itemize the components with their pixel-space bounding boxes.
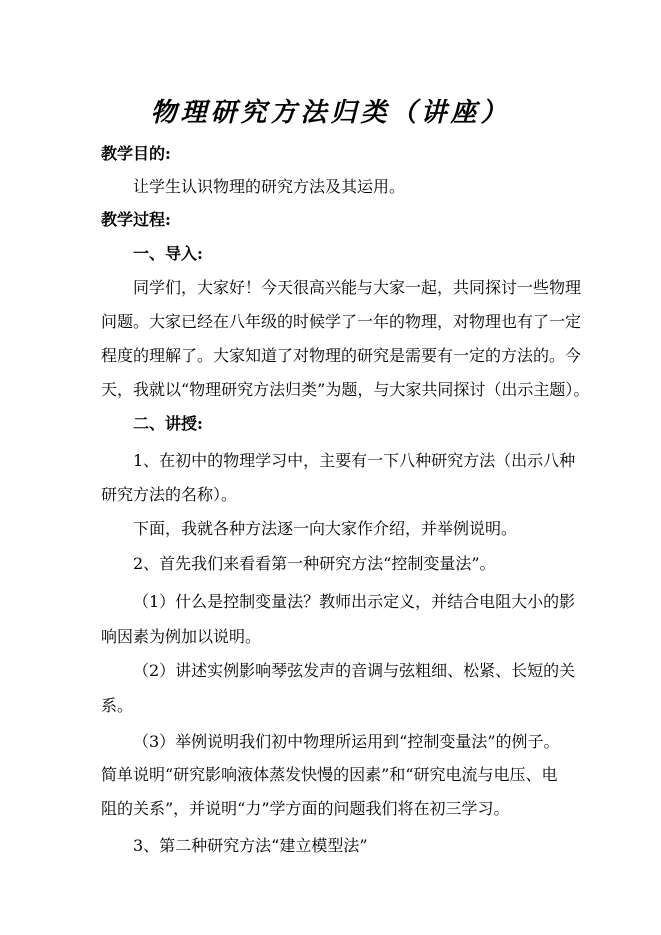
teach-heading: 二、讲授: — [133, 414, 203, 433]
process-heading: 教学过程: — [101, 210, 171, 229]
teach-line: （2）讲述实例影响琴弦发声的音调与弦粗细、松紧、长短的关 — [133, 661, 576, 680]
intro-heading: 一、导入: — [133, 244, 203, 263]
teach-line: 1、在初中的物理学习中，主要有一下八种研究方法（出示八种 — [133, 451, 576, 470]
teach-line: 3、第二种研究方法“建立模型法” — [133, 836, 368, 855]
teach-line: 系。 — [101, 696, 134, 715]
goal-heading: 教学目的: — [101, 144, 171, 163]
intro-line: 同学们，大家好！今天很高兴能与大家一起，共同探讨一些物理 — [133, 278, 582, 297]
goal-text: 让学生认识物理的研究方法及其运用。 — [133, 177, 406, 196]
teach-line: 2、首先我们来看看第一种研究方法“控制变量法”。 — [133, 554, 496, 573]
teach-line: 简单说明“研究影响液体蒸发快慢的因素”和“研究电流与电压、电 — [101, 765, 558, 784]
teach-line: 下面，我就各种方法逐一向大家作介绍，并举例说明。 — [133, 519, 518, 538]
teach-line: 响因素为例加以说明。 — [101, 627, 262, 646]
teach-line: 阻的关系”，并说明“力”学方面的问题我们将在初三学习。 — [101, 799, 510, 818]
teach-line: （3）举例说明我们初中物理所运用到“控制变量法”的例子。 — [133, 732, 560, 751]
page-title: 物理研究方法归类（讲座） — [150, 98, 511, 128]
teach-line: （1）什么是控制变量法？教师出示定义，并结合电阻大小的影 — [133, 592, 576, 611]
intro-line: 程度的理解了。大家知道了对物理的研究是需要有一定的方法的。今 — [101, 346, 582, 365]
teach-line: 研究方法的名称）。 — [101, 485, 238, 504]
intro-line: 天，我就以“物理研究方法归类”为题，与大家共同探讨（出示主题）。 — [101, 380, 590, 399]
intro-line: 问题。大家已经在八年级的时候学了一年的物理，对物理也有了一定 — [101, 312, 582, 331]
